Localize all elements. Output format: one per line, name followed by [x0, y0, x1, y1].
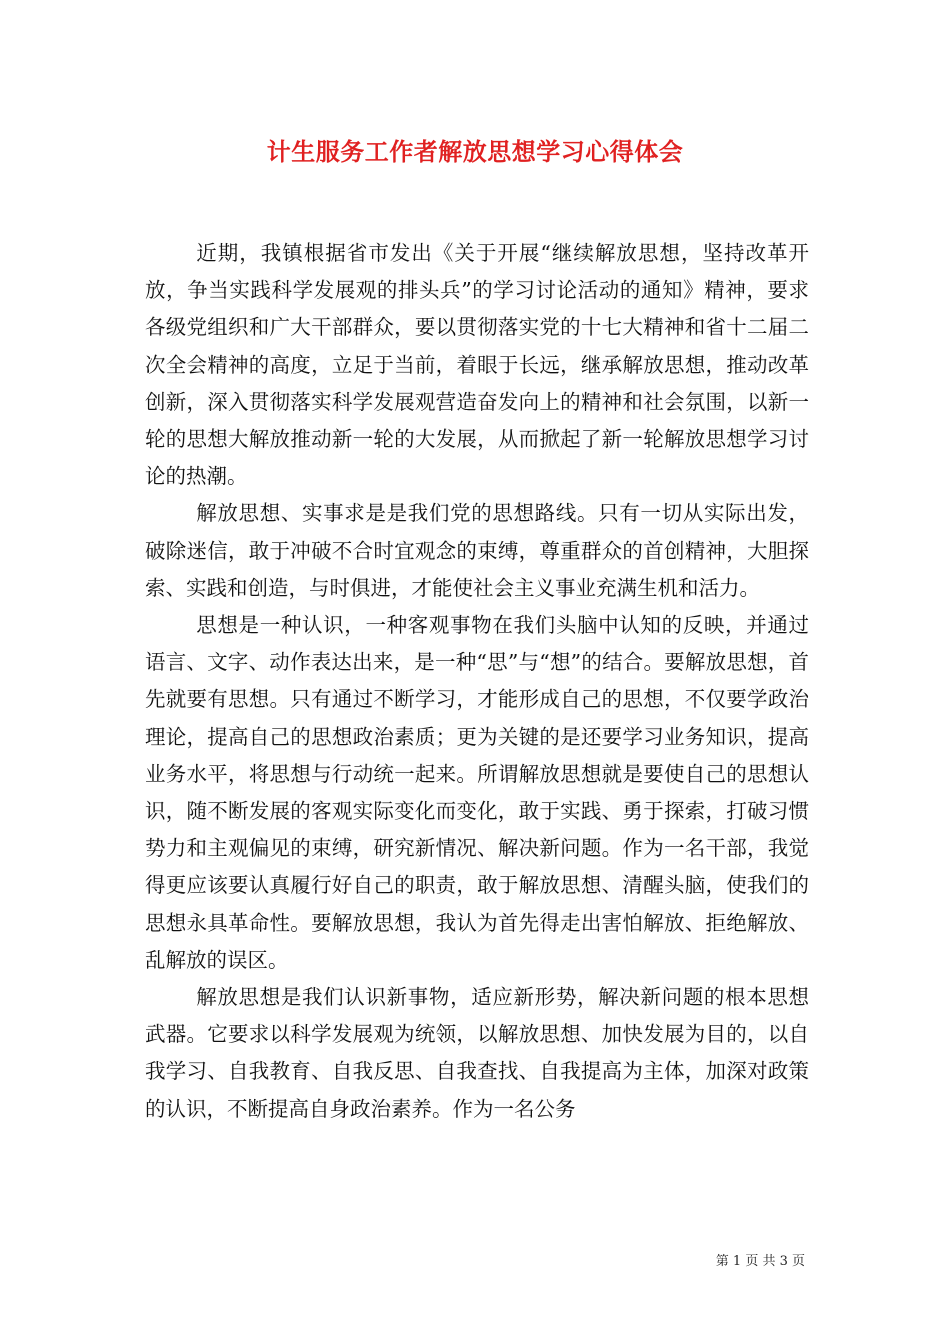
page-number-footer: 第 1 页 共 3 页 — [715, 1254, 805, 1269]
paragraph-3: 思想是一种认识，一种客观事物在我们头脑中认知的反映，并通过语言、文字、动作表达出来，是一种“思”与“想”的结合。要解放思想，首先就要有思想。只有通过不断学习，才能形成自己的思想，不仅要学政治理论，提高自己的思想政治素质；更为关键的是还要学习业务知识，提高业务水平，将思想与行动统一起来。所谓解放思想就是要使自己的思想认识，随不断发展的客观实际变化而变化，敢于实践、勇于探索，打破习惯势力和主观偏见的束缚，研究新情况、解决新问题。作为一名干部，我觉得更应该要认真履行好自己的职责，敢于解放思想、清醒头脑，使我们的思想永具革命性。要解放思想，我认为首先得走出害怕解放、拒绝解放、乱解放的误区。 — [145, 613, 809, 972]
document-title: 计生服务工作者解放思想学习心得体会 — [266, 137, 684, 166]
document-body — [145, 235, 809, 1128]
paragraph-1: 近期，我镇根据省市发出《关于开展“继续解放思想，坚持改革开放，争当实践科学发展观的排头兵”的学习讨论活动的通知》精神，要求各级党组织和广大干部群众，要以贯彻落实党的十七大精神和省十二届二次全会精神的高度，立足于当前，着眼于长远，继承解放思想，推动改革创新，深入贯彻落实科学发展观营造奋发向上的精神和社会氛围，以新一轮的思想大解放推动新一轮的大发展，从而掀起了新一轮解放思想学习讨论的热潮。 — [145, 241, 809, 489]
paragraph-4: 解放思想是我们认识新事物，适应新形势，解决新问题的根本思想武器。它要求以科学发展观为统领，以解放思想、加快发展为目的，以自我学习、自我教育、自我反思、自我查找、自我提高为主体，加深对政策的认识，不断提高自身政治素养。作为一名公务 — [145, 985, 809, 1121]
paragraph-2: 解放思想、实事求是是我们党的思想路线。只有一切从实际出发，破除迷信，敢于冲破不合时宜观念的束缚，尊重群众的首创精神，大胆探索、实践和创造，与时俱进，才能使社会主义事业充满生机和活力。 — [145, 501, 809, 600]
